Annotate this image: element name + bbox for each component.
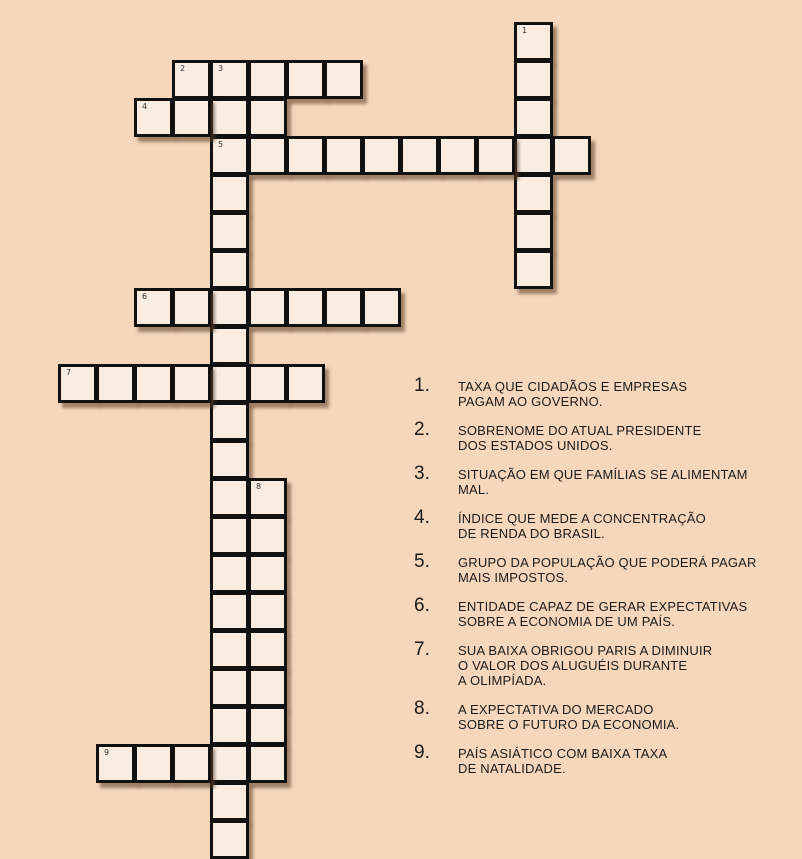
grid-cell[interactable] — [400, 136, 439, 175]
clue-number-label: 1 — [522, 26, 528, 35]
grid-cell[interactable] — [210, 326, 249, 365]
grid-cell[interactable] — [210, 782, 249, 821]
clue-line: MAL. — [458, 482, 490, 497]
clue-number-label: 6 — [142, 292, 148, 301]
grid-cell[interactable] — [324, 288, 363, 327]
grid-cell[interactable] — [210, 630, 249, 669]
clue-number-label: 8 — [256, 482, 262, 491]
grid-cell[interactable] — [248, 744, 287, 783]
grid-cell[interactable] — [210, 478, 249, 517]
grid-cell[interactable] — [210, 706, 249, 745]
clue-item — [414, 640, 794, 688]
grid-cell[interactable] — [134, 288, 173, 327]
clue-item — [414, 699, 794, 732]
grid-cell[interactable] — [248, 554, 287, 593]
grid-cell[interactable] — [210, 820, 249, 859]
grid-cell[interactable] — [210, 440, 249, 479]
grid-cell[interactable] — [514, 174, 553, 213]
clue-item — [414, 420, 794, 453]
grid-cell[interactable] — [286, 288, 325, 327]
grid-cell[interactable] — [286, 136, 325, 175]
grid-cell[interactable] — [476, 136, 515, 175]
grid-cell[interactable] — [248, 60, 287, 99]
clue-line: SOBRE A ECONOMIA DE UM PAÍS. — [458, 614, 676, 629]
grid-cell[interactable] — [58, 364, 97, 403]
clue-line: ÍNDICE QUE MEDE A CONCENTRAÇÃO — [458, 511, 706, 526]
grid-cell[interactable] — [248, 516, 287, 555]
clue-list — [414, 376, 794, 787]
grid-cell[interactable] — [248, 668, 287, 707]
clue-line: SUA BAIXA OBRIGOU PARIS A DIMINUIR — [458, 643, 713, 658]
grid-cell[interactable] — [134, 744, 173, 783]
clue-number: 7. — [414, 639, 430, 660]
grid-cell[interactable] — [210, 668, 249, 707]
grid-cell[interactable] — [172, 98, 211, 137]
clue-line: A EXPECTATIVA DO MERCADO — [458, 702, 654, 717]
grid-cell[interactable] — [514, 136, 553, 175]
grid-cell[interactable] — [210, 288, 249, 327]
grid-cell[interactable] — [172, 744, 211, 783]
clue-number: 6. — [414, 595, 430, 616]
grid-cell[interactable] — [210, 136, 249, 175]
grid-cell[interactable] — [248, 630, 287, 669]
clue-number: 9. — [414, 742, 430, 763]
clue-line: TAXA QUE CIDADÃOS E EMPRESAS — [458, 379, 688, 394]
grid-cell[interactable] — [210, 174, 249, 213]
clue-number: 5. — [414, 551, 430, 572]
clue-line: ENTIDADE CAPAZ DE GERAR EXPECTATIVAS — [458, 599, 748, 614]
clue-line: O VALOR DOS ALUGUÉIS DURANTE — [458, 658, 688, 673]
grid-cell[interactable] — [210, 212, 249, 251]
clue-text — [458, 420, 701, 453]
clue-text — [458, 699, 679, 732]
grid-cell[interactable] — [514, 60, 553, 99]
clue-number: 1. — [414, 375, 430, 396]
clue-number-label: 9 — [104, 748, 110, 757]
grid-cell[interactable] — [134, 364, 173, 403]
grid-cell[interactable] — [552, 136, 591, 175]
grid-cell[interactable] — [210, 592, 249, 631]
grid-cell[interactable] — [248, 478, 287, 517]
grid-cell[interactable] — [210, 60, 249, 99]
grid-cell[interactable] — [210, 250, 249, 289]
clue-item — [414, 552, 794, 585]
clue-number: 4. — [414, 507, 430, 528]
clue-number: 8. — [414, 698, 430, 719]
clue-item — [414, 508, 794, 541]
clue-number: 2. — [414, 419, 430, 440]
clue-line: DOS ESTADOS UNIDOS. — [458, 438, 613, 453]
grid-cell[interactable] — [210, 516, 249, 555]
clue-number-label: 5 — [218, 140, 224, 149]
grid-cell[interactable] — [514, 98, 553, 137]
clue-line: SOBRENOME DO ATUAL PRESIDENTE — [458, 423, 702, 438]
clue-line: PAGAM AO GOVERNO. — [458, 394, 603, 409]
grid-cell[interactable] — [286, 60, 325, 99]
clue-line: A OLIMPÍADA. — [458, 673, 547, 688]
grid-cell[interactable] — [248, 98, 287, 137]
grid-cell[interactable] — [210, 402, 249, 441]
grid-cell[interactable] — [172, 60, 211, 99]
grid-cell[interactable] — [514, 212, 553, 251]
grid-cell[interactable] — [248, 136, 287, 175]
clue-number: 3. — [414, 463, 430, 484]
grid-cell[interactable] — [514, 22, 553, 61]
clue-text — [458, 640, 712, 688]
grid-cell[interactable] — [362, 136, 401, 175]
clue-text — [458, 376, 687, 409]
clue-number-label: 7 — [66, 368, 72, 377]
clue-line: PAÍS ASIÁTICO COM BAIXA TAXA — [458, 746, 668, 761]
clue-text — [458, 596, 747, 629]
grid-cell[interactable] — [514, 250, 553, 289]
grid-cell[interactable] — [210, 364, 249, 403]
clue-item — [414, 743, 794, 776]
clue-text — [458, 743, 667, 776]
grid-cell[interactable] — [96, 364, 135, 403]
grid-cell[interactable] — [210, 554, 249, 593]
grid-cell[interactable] — [248, 288, 287, 327]
clue-number-label: 2 — [180, 64, 186, 73]
clue-text — [458, 552, 757, 585]
grid-cell[interactable] — [96, 744, 135, 783]
grid-cell[interactable] — [248, 592, 287, 631]
grid-cell[interactable] — [210, 98, 249, 137]
grid-cell[interactable] — [324, 136, 363, 175]
grid-cell[interactable] — [362, 288, 401, 327]
grid-cell[interactable] — [210, 744, 249, 783]
clue-line: MAIS IMPOSTOS. — [458, 570, 569, 585]
clue-number-label: 3 — [218, 64, 224, 73]
clue-line: GRUPO DA POPULAÇÃO QUE PODERÁ PAGAR — [458, 555, 757, 570]
clue-line: SOBRE O FUTURO DA ECONOMIA. — [458, 717, 680, 732]
clue-text — [458, 508, 706, 541]
grid-cell[interactable] — [324, 60, 363, 99]
clue-line: DE NATALIDADE. — [458, 761, 566, 776]
grid-cell[interactable] — [134, 98, 173, 137]
clue-item — [414, 464, 794, 497]
clue-line: DE RENDA DO BRASIL. — [458, 526, 605, 541]
grid-cell[interactable] — [248, 706, 287, 745]
clue-line: SITUAÇÃO EM QUE FAMÍLIAS SE ALIMENTAM — [458, 467, 748, 482]
grid-cell[interactable] — [286, 364, 325, 403]
grid-cell[interactable] — [172, 364, 211, 403]
grid-cell[interactable] — [438, 136, 477, 175]
grid-cell[interactable] — [248, 364, 287, 403]
grid-cell[interactable] — [172, 288, 211, 327]
clue-number-label: 4 — [142, 102, 148, 111]
clue-item — [414, 596, 794, 629]
clue-text — [458, 464, 748, 497]
clue-item — [414, 376, 794, 409]
